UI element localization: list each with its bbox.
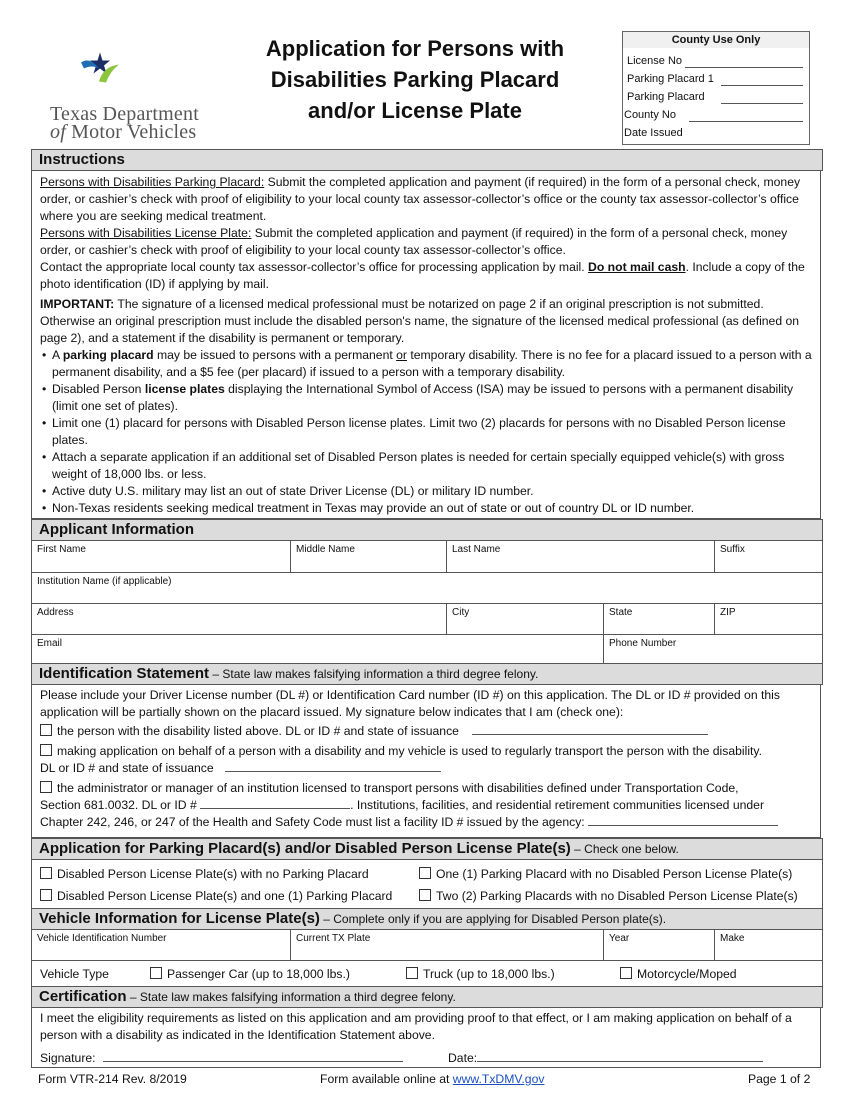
- mail-instructions: Contact the appropriate local county tax assessor-collector’s office for processing application by mail. Do not mail cash. Include a copy of the photo identification (ID) if applying by mail.: [40, 260, 805, 291]
- checkbox[interactable]: [40, 889, 52, 901]
- type-truck[interactable]: Truck (up to 18,000 lbs.): [406, 966, 555, 983]
- vehicle-header: Vehicle Information for License Plate(s) – Complete only if you are applying for Disabled Person plate(s).: [31, 908, 823, 930]
- zip-field[interactable]: ZIP: [715, 604, 822, 635]
- list-item: • Disabled Person license plates displaying the International Symbol of Access (ISA) may be issued to persons with a permanent disability (limit one set of plates).: [40, 381, 812, 415]
- logo-text-line2: of Motor Vehicles: [50, 121, 197, 143]
- checkbox[interactable]: [40, 724, 52, 736]
- dl-id-line[interactable]: [225, 761, 441, 772]
- instructions-bullets: [40, 347, 812, 517]
- dl-id-line[interactable]: [200, 798, 350, 809]
- id-option-on-behalf-dl: DL or ID # and state of issuance: [40, 760, 812, 777]
- checkbox[interactable]: [620, 967, 632, 979]
- checkbox[interactable]: [419, 867, 431, 879]
- checkbox[interactable]: [40, 867, 52, 879]
- instructions-header: Instructions: [31, 149, 823, 171]
- id-option-on-behalf: making application on behalf of a person with a disability and my vehicle is used to regularly transport the person with the disability.: [40, 743, 812, 760]
- applicant-grid: [31, 541, 823, 664]
- identification-body: [31, 685, 821, 838]
- facility-id-line[interactable]: [588, 815, 778, 826]
- checkbox[interactable]: [40, 781, 52, 793]
- txdmv-link[interactable]: www.TxDMV.gov: [452, 1072, 545, 1086]
- txdmv-logo: [80, 38, 160, 100]
- institution-field[interactable]: Institution Name (if applicable): [32, 573, 822, 604]
- dl-id-line[interactable]: [472, 724, 708, 735]
- list-item: • Limit one (1) placard for persons with Disabled Person license plates. Limit two (2) placards for persons with no Disabled Person license plates.: [40, 415, 812, 449]
- checkbox[interactable]: [150, 967, 162, 979]
- certification-text: I meet the eligibility requirements as listed on this application and am providing proof to that effect, or I am making application on behalf of a person with a disability as indicated in the Identification Statement above.: [40, 1011, 792, 1042]
- address-field[interactable]: Address: [32, 604, 447, 635]
- application-header: Application for Parking Placard(s) and/or Disabled Person License Plate(s) – Check one below.: [31, 838, 823, 860]
- applicant-header: Applicant Information: [31, 519, 823, 541]
- middle-name-field[interactable]: Middle Name: [291, 541, 447, 573]
- parking-placard-line[interactable]: [721, 103, 803, 104]
- option-two-placards[interactable]: Two (2) Parking Placards with no Disabled Person License Plate(s): [419, 888, 798, 905]
- county-use-title: County Use Only: [623, 32, 809, 48]
- option-plates-and-placard[interactable]: Disabled Person License Plate(s) and one (1) Parking Placard: [40, 888, 392, 905]
- parking-placard-1-label: Parking Placard 1: [627, 73, 714, 85]
- signature-row: Signature:: [40, 1050, 403, 1067]
- parking-placard-1-line[interactable]: [721, 85, 803, 86]
- certification-body: [31, 1008, 821, 1068]
- id-option-institution: the administrator or manager of an institution licensed to transport persons with disabilities defined under Transportation Code,: [40, 780, 812, 797]
- checkbox[interactable]: [406, 967, 418, 979]
- list-item: • Active duty U.S. military may list an out of state Driver License (DL) or military ID number.: [40, 483, 812, 500]
- city-field[interactable]: City: [447, 604, 604, 635]
- certification-header: Certification – State law makes falsifying information a third degree felony.: [31, 986, 823, 1008]
- form-number: Form VTR-214 Rev. 8/2019: [38, 1072, 187, 1086]
- vin-field[interactable]: Vehicle Identification Number: [32, 930, 291, 961]
- tx-plate-field[interactable]: Current TX Plate: [291, 930, 604, 961]
- county-no-line[interactable]: [689, 121, 803, 122]
- important-note: IMPORTANT: The signature of a licensed medical professional must be notarized on page 2 if an original prescription is not submitted. Otherwise an original prescription must include the disabled person's name, the signature of the licensed medical professional (as defined on page 2), and a statement if the disability is permanent or temporary.: [40, 297, 800, 345]
- year-field[interactable]: Year: [604, 930, 715, 961]
- plate-instructions: Persons with Disabilities License Plate: Submit the completed application and payment (if required) in the form of a personal check, money order, or cashier’s check with proof of eligibility to your local county tax assessor-collector’s office.: [40, 226, 788, 257]
- first-name-field[interactable]: First Name: [32, 541, 291, 573]
- page-number: Page 1 of 2: [748, 1072, 811, 1086]
- vehicle-type-label: Vehicle Type: [40, 967, 109, 981]
- identification-intro: Please include your Driver License number (DL #) or Identification Card number (ID #) on this application. The DL or ID # provided on this application will be partially shown on the placard issued. My signature below indicates that I am (check one):: [40, 688, 780, 719]
- placard-instructions: Persons with Disabilities Parking Placard: Submit the completed application and payment (if required) in the form of a personal check, money order, or cashier’s check with proof of eligibility to your local county tax assessor-collector’s office or the county tax assessor-collector’s office where you are seeking medical treatment.: [40, 175, 801, 223]
- option-one-placard[interactable]: One (1) Parking Placard with no Disabled Person License Plate(s): [419, 866, 792, 883]
- vehicle-grid: [31, 930, 823, 987]
- state-field[interactable]: State: [604, 604, 715, 635]
- instructions-body: [31, 171, 821, 519]
- list-item: • Non-Texas residents seeking medical treatment in Texas may provide an out of state or out of country DL or ID number.: [40, 500, 812, 517]
- identification-header: Identification Statement – State law makes falsifying information a third degree felony.: [31, 663, 823, 685]
- checkbox[interactable]: [40, 744, 52, 756]
- type-motorcycle[interactable]: Motorcycle/Moped: [620, 966, 737, 983]
- parking-placard-label: Parking Placard: [627, 91, 705, 103]
- county-use-only-box: [622, 31, 810, 145]
- id-option-institution-facility: Chapter 242, 246, or 247 of the Health and Safety Code must list a facility ID # issued by the agency:: [40, 814, 812, 831]
- checkbox[interactable]: [419, 889, 431, 901]
- list-item: • A parking placard may be issued to persons with a permanent or temporary disability. There is no fee for a placard issued to a person with a permanent disability, and a $5 fee (per placard) if issued to a person with a temporary disability.: [40, 347, 812, 381]
- signature-line[interactable]: [103, 1051, 403, 1062]
- email-field[interactable]: Email: [32, 635, 604, 663]
- page-title: Application for Persons with Disabilities Parking Placard and/or License Plate: [265, 36, 565, 123]
- date-issued-label: Date Issued: [624, 127, 683, 139]
- application-options: [31, 860, 823, 909]
- last-name-field[interactable]: Last Name: [447, 541, 715, 573]
- option-plates-no-placard[interactable]: Disabled Person License Plate(s) with no Parking Placard: [40, 866, 369, 883]
- date-line[interactable]: [477, 1051, 763, 1062]
- license-no-line[interactable]: [685, 67, 803, 68]
- suffix-field[interactable]: Suffix: [715, 541, 822, 573]
- form-available: Form available online at www.TxDMV.gov: [320, 1072, 545, 1086]
- date-row: Date:: [448, 1050, 763, 1067]
- logo-text-line1: Texas Department: [50, 103, 199, 125]
- id-option-institution-dl: Section 681.0032. DL or ID # . Institutions, facilities, and residential retirement communities licensed under: [40, 798, 765, 812]
- make-field[interactable]: Make: [715, 930, 822, 961]
- county-no-label: County No: [624, 109, 676, 121]
- type-passenger-car[interactable]: Passenger Car (up to 18,000 lbs.): [150, 966, 350, 983]
- phone-field[interactable]: Phone Number: [609, 638, 677, 649]
- list-item: • Attach a separate application if an additional set of Disabled Person plates is needed for certain specially equipped vehicle(s) with gross weight of 18,000 lbs. or less.: [40, 449, 812, 483]
- license-no-label: License No: [627, 55, 683, 67]
- id-option-self: the person with the disability listed above. DL or ID # and state of issuance: [40, 723, 812, 740]
